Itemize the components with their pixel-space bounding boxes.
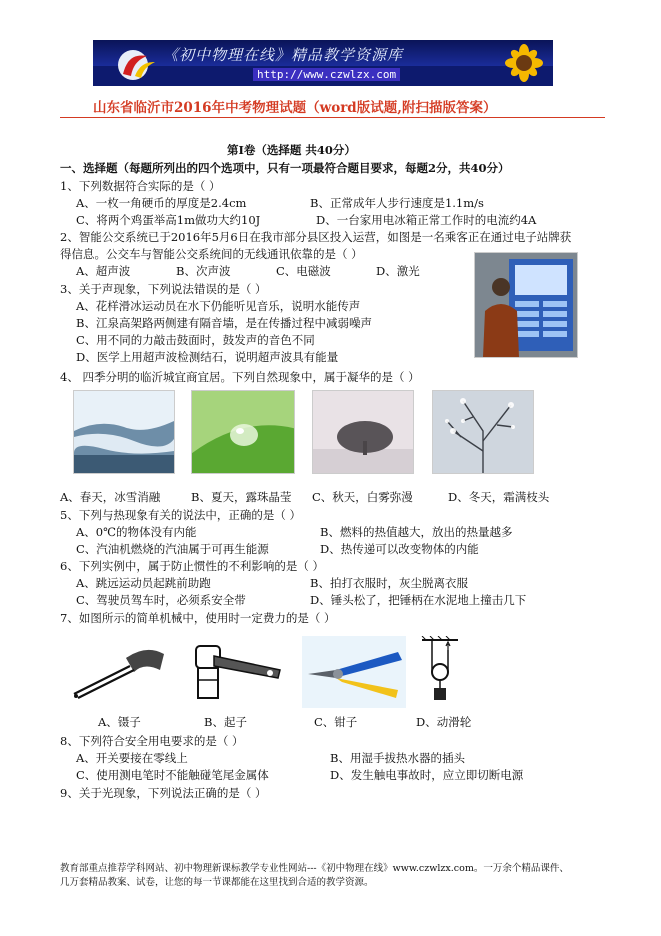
q1-option-a: A、一枚一角硬币的厚度是2.4cm [76, 196, 247, 210]
dewdrop-leaf-photo [191, 390, 295, 474]
question-9-stem: 9、关于光现象，下列说法正确的是（ ） [60, 786, 267, 800]
frosted-branches-photo [432, 390, 534, 474]
q1-option-b: B、正常成年人步行速度是1.1m/s [310, 196, 484, 210]
question-5-stem: 5、下列与热现象有关的说法中，正确的是（ ） [60, 508, 301, 522]
footer-line-1: 教育部重点推荐学科网站、初中物理新课标教学专业性网站---《初中物理在线》www.czwlzx.com。一万余个精品课件、 [60, 863, 569, 874]
q8-option-b: B、用湿手拔热水器的插头 [330, 751, 465, 765]
q3-option-d: D、医学上用超声波检测结石，说明超声波具有能量 [76, 350, 339, 364]
q7-option-d: D、动滑轮 [416, 715, 472, 729]
melting-ice-photo [73, 390, 175, 474]
q3-option-a: A、花样滑冰运动员在水下仍能听见音乐，说明水能传声 [76, 299, 361, 313]
question-8-stem: 8、下列符合安全用电要求的是（ ） [60, 734, 244, 748]
header-banner [93, 40, 553, 86]
sunflower-icon [501, 44, 547, 82]
q1-option-c: C、将两个鸡蛋举高1m做功大约10J [76, 213, 261, 227]
q2-option-b: B、次声波 [176, 264, 231, 278]
q6-option-c: C、驾驶员驾车时，必须系安全带 [76, 593, 246, 607]
q2-option-a: A、超声波 [76, 264, 131, 278]
question-1-stem: 1、下列数据符合实际的是（ ） [60, 179, 221, 193]
site-logo [113, 48, 159, 82]
q7-option-c: C、钳子 [314, 715, 358, 729]
q5-option-c: C、汽油机燃烧的汽油属于可再生能源 [76, 542, 269, 556]
foggy-tree-photo [312, 390, 414, 474]
section-title: 第Ⅰ卷（选择题 共40分） [227, 143, 356, 157]
q4-option-d: D、冬天，霜满枝头 [448, 490, 550, 504]
q2-option-d: D、激光 [376, 264, 420, 278]
q1-option-d: D、一台家用电冰箱正常工作时的电流约4A [316, 213, 537, 227]
question-2-stem-line2: 得信息。公交车与智能公交系统间的无线通讯依靠的是（ ） [60, 247, 363, 261]
q4-option-c: C、秋天，白雾弥漫 [312, 490, 413, 504]
tweezers-figure [64, 636, 168, 708]
q8-option-a: A、开关要接在零线上 [76, 751, 188, 765]
footer-line-2: 几万套精品教案、试卷，让您的每一节课都能在这里找到合适的教学资源。 [60, 877, 374, 888]
question-6-stem: 6、下列实例中，属于防止惯性的不利影响的是（ ） [60, 559, 324, 573]
q5-option-a: A、0℃的物体没有内能 [76, 525, 197, 539]
q7-option-b: B、起子 [204, 715, 247, 729]
q5-option-b: B、燃料的热值越大，放出的热量越多 [320, 525, 513, 539]
pliers-figure [302, 636, 406, 708]
section-instructions: 一、选择题（每题所列出的四个选项中，只有一项最符合题目要求，每题2分，共40分） [60, 161, 510, 175]
question-3-stem: 3、关于声现象，下列说法错误的是（ ） [60, 282, 267, 296]
q4-option-b: B、夏天，露珠晶莹 [191, 490, 292, 504]
q2-option-c: C、电磁波 [276, 264, 331, 278]
bus-stop-sign-photo [474, 252, 578, 358]
q7-option-a: A、镊子 [98, 715, 141, 729]
q6-option-d: D、锤头松了，把锤柄在水泥地上撞击几下 [310, 593, 527, 607]
question-7-stem: 7、如图所示的简单机械中，使用时一定费力的是（ ） [60, 611, 336, 625]
question-2-stem-line1: 2、智能公交系统已于2016年5月6日在我市部分县区投入运营，如图是一名乘客正在通过电子站牌获 [60, 230, 572, 244]
question-4-stem: 4、 四季分明的临沂城宜商宜居。下列自然现象中，属于凝华的是（ ） [60, 370, 420, 384]
q3-option-b: B、江泉高架路两侧建有隔音墙，是在传播过程中减弱噪声 [76, 316, 372, 330]
q6-option-a: A、跳远运动员起跳前助跑 [76, 576, 211, 590]
q3-option-c: C、用不同的力敲击鼓面时，鼓发声的音色不同 [76, 333, 315, 347]
banner-site-name: 《初中物理在线》精品教学资源库 [163, 46, 404, 64]
bottle-opener-figure [184, 636, 288, 708]
q4-option-a: A、春天，冰雪消融 [60, 490, 161, 504]
q8-option-d: D、发生触电事故时，应立即切断电源 [330, 768, 524, 782]
q6-option-b: B、拍打衣服时，灰尘脱离衣服 [310, 576, 468, 590]
movable-pulley-figure [418, 636, 478, 708]
q5-option-d: D、热传递可以改变物体的内能 [320, 542, 479, 556]
banner-url[interactable]: http://www.czwlzx.com [253, 68, 400, 81]
title-divider [60, 117, 605, 118]
document-title: 山东省临沂市2016年中考物理试题（word版试题,附扫描版答案） [93, 100, 497, 116]
q8-option-c: C、使用测电笔时不能触碰笔尾金属体 [76, 768, 269, 782]
